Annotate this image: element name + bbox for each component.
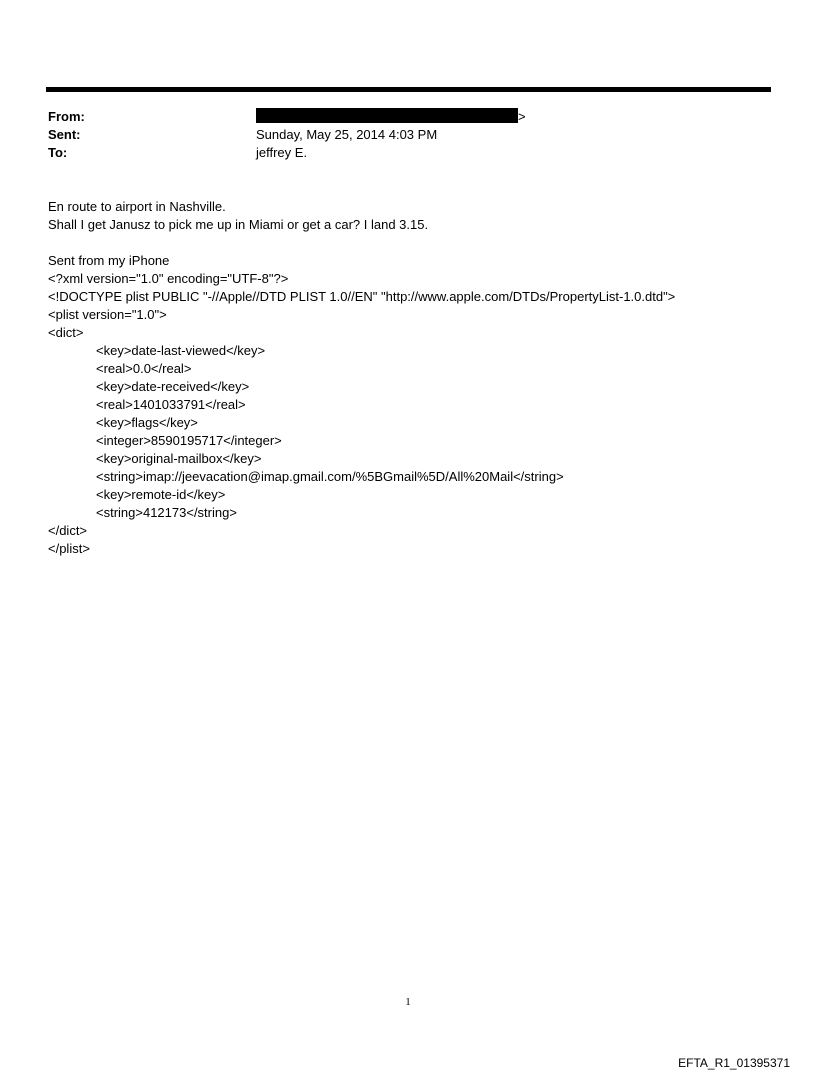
signature-line: Sent from my iPhone bbox=[48, 253, 170, 268]
plist-entry: <integer>8590195717</integer> bbox=[96, 433, 282, 448]
to-row bbox=[48, 144, 748, 162]
redaction-block bbox=[256, 108, 518, 123]
sent-label: Sent: bbox=[48, 127, 81, 142]
doctype-line: <!DOCTYPE plist PUBLIC "-//Apple//DTD PLIST 1.0//EN" "http://www.apple.com/DTDs/PropertyList-1.0.dtd"> bbox=[48, 289, 676, 304]
plist-open-tag: <plist version="1.0"> bbox=[48, 307, 167, 322]
message-line: Shall I get Janusz to pick me up in Miami or get a car? I land 3.15. bbox=[48, 217, 429, 232]
plist-entry: <key>flags</key> bbox=[96, 415, 198, 430]
from-value bbox=[256, 108, 526, 126]
plist-entry: <key>original-mailbox</key> bbox=[96, 451, 262, 466]
from-label: From: bbox=[48, 109, 85, 124]
top-divider bbox=[46, 87, 771, 92]
spacer bbox=[48, 234, 778, 252]
plist-entry: <key>date-last-viewed</key> bbox=[96, 343, 266, 358]
plist-entry: <real>0.0</real> bbox=[96, 361, 192, 376]
sent-row bbox=[48, 126, 748, 144]
plist-entry: <key>date-received</key> bbox=[96, 379, 250, 394]
email-body bbox=[48, 198, 778, 558]
plist-entry: <string>imap://jeevacation@imap.gmail.com/%5BGmail%5D/All%20Mail</string> bbox=[96, 469, 564, 484]
xml-declaration: <?xml version="1.0" encoding="UTF-8"?> bbox=[48, 271, 289, 286]
plist-close-tag: </plist> bbox=[48, 541, 90, 556]
to-value: jeffrey E. bbox=[256, 145, 308, 160]
page-number: 1 bbox=[405, 996, 411, 1008]
from-suffix: > bbox=[518, 109, 526, 124]
plist-entry: <real>1401033791</real> bbox=[96, 397, 246, 412]
message-line: En route to airport in Nashville. bbox=[48, 199, 226, 214]
dict-open-tag: <dict> bbox=[48, 325, 84, 340]
email-header bbox=[48, 108, 748, 162]
plist-entry: <string>412173</string> bbox=[96, 505, 237, 520]
sent-value: Sunday, May 25, 2014 4:03 PM bbox=[256, 127, 438, 142]
plist-entry: <key>remote-id</key> bbox=[96, 487, 226, 502]
from-row bbox=[48, 108, 748, 126]
document-id: EFTA_R1_01395371 bbox=[678, 1056, 790, 1070]
to-label: To: bbox=[48, 145, 68, 160]
dict-close-tag: </dict> bbox=[48, 523, 88, 538]
